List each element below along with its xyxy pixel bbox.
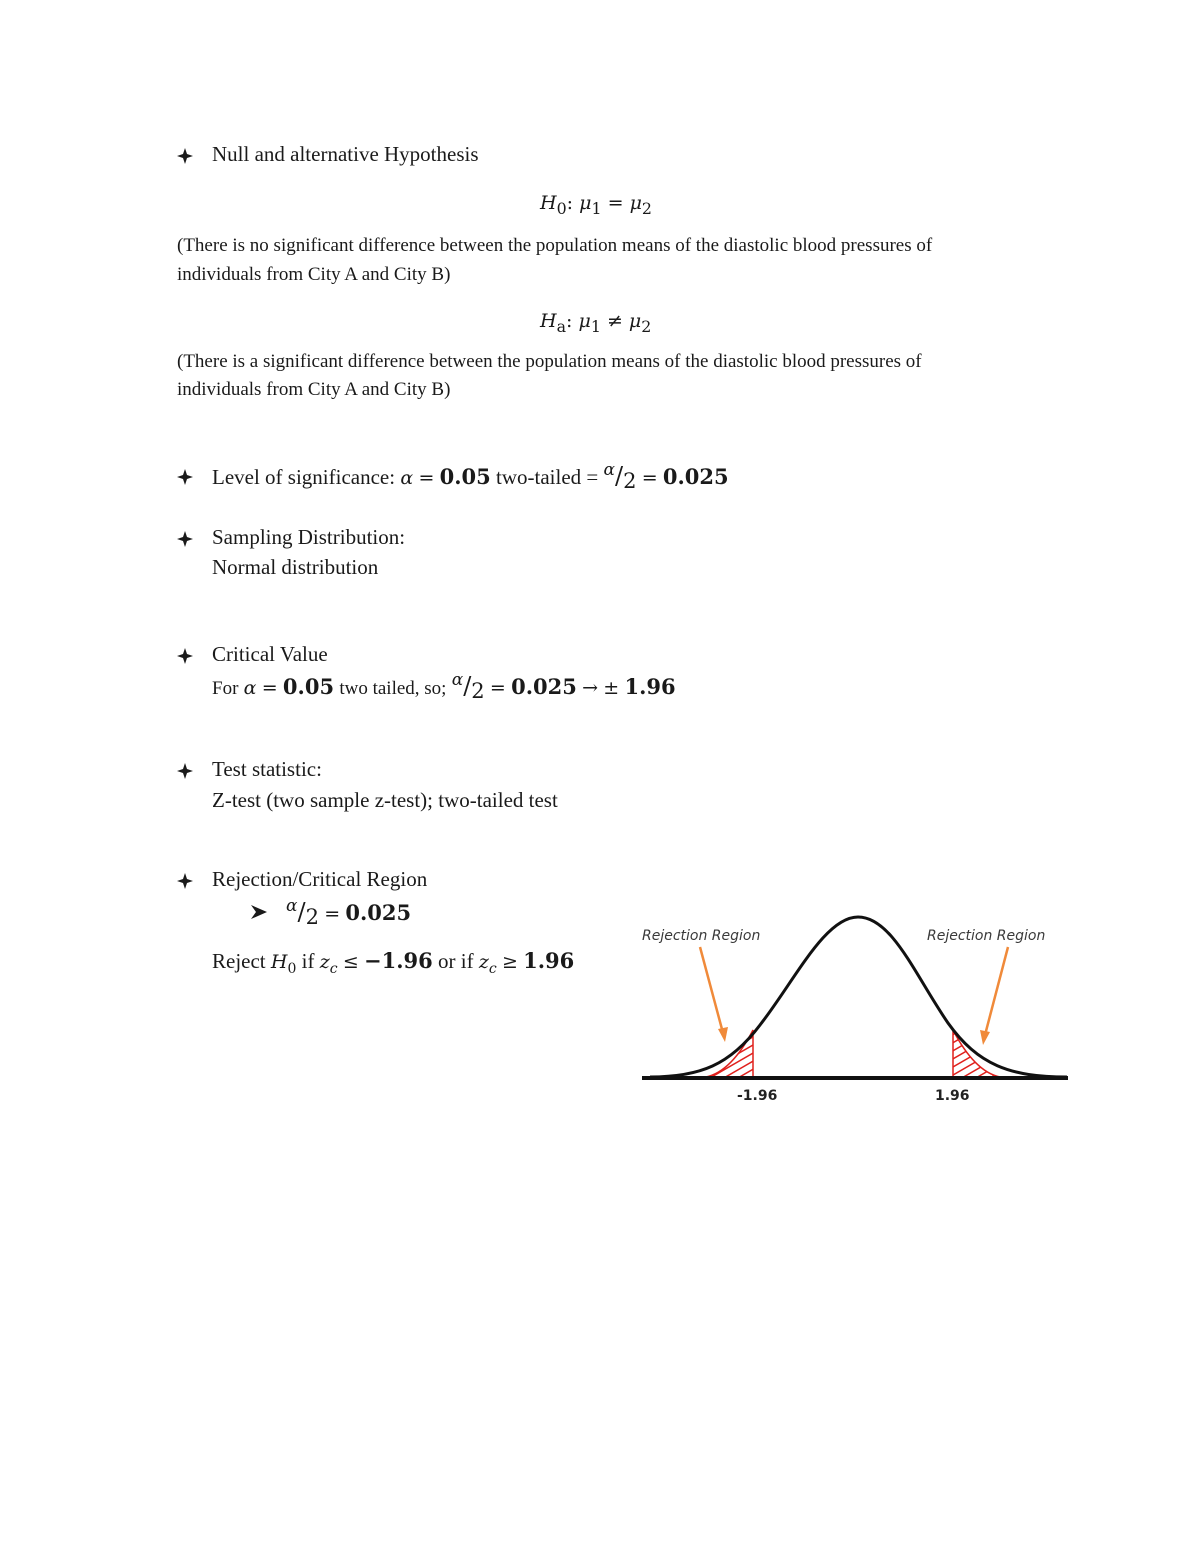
hypothesis-heading: Null and alternative Hypothesis: [212, 142, 479, 166]
bullet-diamond-icon: [177, 648, 193, 664]
bullet-diamond-icon: [177, 148, 193, 164]
critical-mid-text: two tailed, so;: [339, 678, 447, 699]
arrow-symbol: →: [582, 677, 599, 699]
mu1-symbol: μ: [579, 192, 592, 214]
frac-denominator: 2: [623, 469, 637, 493]
right-arrow-icon: [985, 947, 1008, 1035]
bullet-diamond-icon: [177, 469, 193, 485]
alpha-symbol: α: [400, 467, 414, 489]
left-arrow-icon: [700, 947, 723, 1033]
ha-equation: $H_a$: $\mu_1 \ne \mu_2$: [540, 310, 652, 336]
significance-line: [212, 460, 729, 493]
alpha-over-two: $^\alpha$/2: [286, 896, 319, 929]
h0-description-line2: individuals from City A and City B): [177, 264, 451, 285]
equals-operator: =: [607, 192, 624, 214]
if-text: if: [301, 949, 315, 973]
z-symbol: z: [319, 951, 330, 973]
alpha-over-two: $^\alpha$/2: [603, 460, 637, 493]
equals-sign: =: [324, 903, 341, 925]
critical-half-value: 0.025: [511, 674, 577, 699]
rejection-half-value: 0.025: [345, 900, 412, 925]
critical-z-value: 1.96: [624, 674, 676, 699]
equals-sign: =: [261, 677, 278, 699]
mu2-symbol-alt: μ: [628, 310, 642, 332]
half-alpha-value: 0.025: [662, 464, 729, 489]
frac-denominator: 2: [471, 679, 485, 703]
alpha-value: 0.05: [439, 464, 491, 489]
mu1-subscript: 1: [591, 198, 602, 218]
left-arrowhead-icon: [718, 1027, 728, 1042]
h0-symbol: H: [270, 951, 288, 973]
bullet-diamond-icon: [177, 763, 193, 779]
right-region-label: Rejection Region: [927, 928, 1046, 944]
not-equal-operator: ≠: [606, 310, 623, 332]
ha-description-line2: individuals from City A and City B): [177, 379, 451, 400]
two-tailed-text: two-tailed =: [496, 465, 599, 489]
pos-critical-value: 1.96: [523, 948, 575, 973]
alpha-symbol: α: [243, 677, 257, 699]
h0-equation: $H_0$: $\mu_1 = \mu_2$: [540, 192, 652, 218]
alpha-over-two: $^\alpha$/2: [451, 670, 485, 703]
ha-description-line1: (There is a significant difference between the population means of the diastolic blood pressures of: [177, 351, 922, 372]
reject-prefix: Reject: [212, 949, 266, 973]
mu1-subscript-alt: 1: [590, 316, 601, 336]
critical-alpha-value: 0.05: [282, 674, 335, 699]
equals-sign-2: =: [489, 677, 506, 699]
mu1-symbol-alt: μ: [578, 310, 591, 332]
arrow-bullet-icon: [250, 903, 268, 921]
plus-minus-symbol: ±: [603, 677, 620, 699]
left-rejection-shade: [706, 1030, 753, 1077]
critical-prefix: For: [212, 678, 239, 699]
sampling-value: Normal distribution: [212, 555, 379, 579]
right-critical-tick: 1.96: [935, 1088, 970, 1104]
test-value: Z-test (two sample z-test); two-tailed test: [212, 788, 558, 812]
bullet-diamond-icon: [177, 873, 193, 889]
sampling-heading: Sampling Distribution:: [212, 525, 406, 549]
frac-denominator: 2: [305, 905, 319, 929]
critical-line: [212, 670, 676, 703]
geq-symbol: ≥: [501, 951, 518, 973]
rejection-heading: Rejection/Critical Region: [212, 867, 428, 891]
neg-critical-value: −1.96: [364, 948, 433, 973]
ha-subscript: a: [556, 316, 567, 336]
z-subscript-2: c: [488, 961, 497, 978]
test-heading: Test statistic:: [212, 757, 322, 781]
frac-numerator: α: [603, 460, 615, 480]
ha-symbol: H: [540, 310, 557, 332]
rejection-half-alpha: [286, 896, 412, 929]
z-subscript: c: [329, 961, 338, 978]
reject-rule: [212, 948, 574, 977]
right-arrowhead-icon: [980, 1030, 990, 1045]
equals-sign-2: =: [641, 467, 658, 489]
bullet-diamond-icon: [177, 531, 193, 547]
critical-heading: Critical Value: [212, 642, 328, 666]
equals-sign: =: [418, 467, 435, 489]
significance-label: Level of significance:: [212, 465, 396, 489]
h0-subscript: 0: [556, 198, 567, 218]
leq-symbol: ≤: [342, 951, 359, 973]
mu2-symbol: μ: [629, 192, 642, 214]
h0-symbol: H: [540, 192, 557, 214]
left-critical-tick: -1.96: [737, 1088, 778, 1104]
mu2-subscript: 2: [641, 198, 652, 218]
normal-distribution-figure: [630, 905, 1080, 1110]
frac-numerator: α: [451, 670, 464, 690]
mu2-subscript-alt: 2: [641, 316, 652, 336]
z-symbol-2: z: [478, 951, 489, 973]
frac-numerator: α: [286, 896, 298, 916]
h0-description-line1: (There is no significant difference between the population means of the diastolic blood pressures of: [177, 235, 933, 256]
h0-subscript: 0: [287, 961, 297, 978]
left-region-label: Rejection Region: [642, 928, 761, 944]
or-if-text: or if: [438, 949, 474, 973]
